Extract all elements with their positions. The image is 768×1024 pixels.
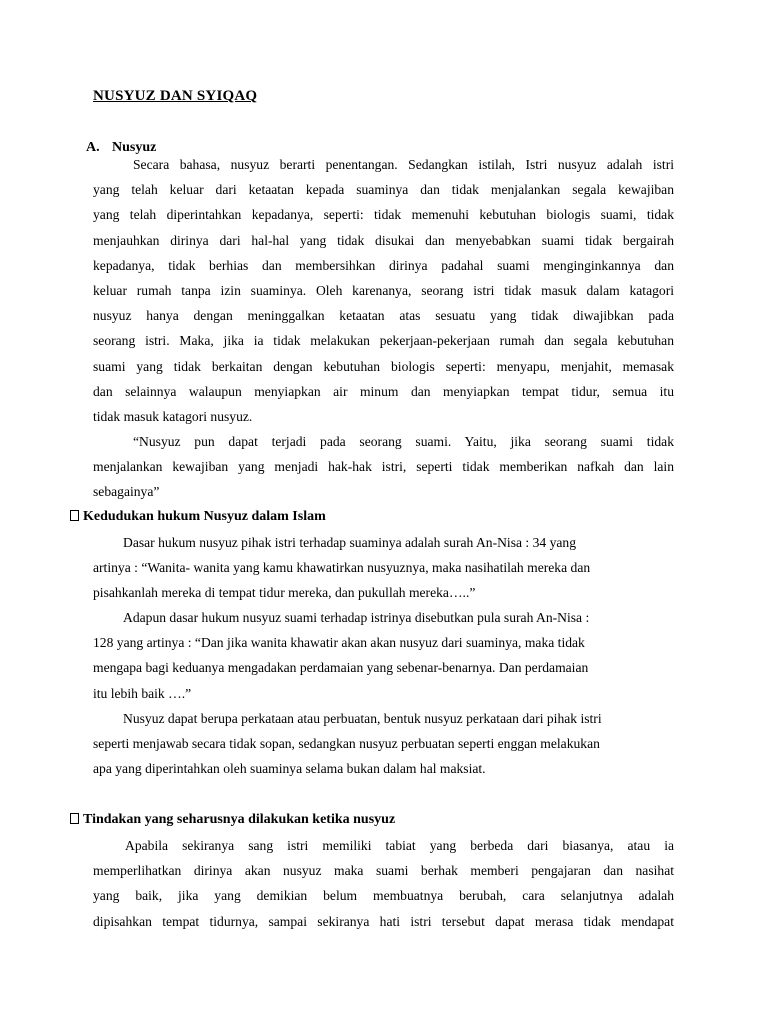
text-line: menjalankan kewajiban yang menjadi hak-hak istri, seperti tidak memberikan nafkah dan lain — [93, 459, 674, 475]
bullet-heading-label: Kedudukan hukum Nusyuz dalam Islam — [83, 509, 326, 524]
text-line: itu lebih baik ….” — [93, 685, 192, 701]
text-line: dipisahkan tempat tidurnya, sampai sekiranya hati istri tersebut dapat merasa tidak mendapat — [93, 913, 674, 929]
paragraph-nusyuz-definition — [93, 152, 674, 429]
bullet-heading-actions — [70, 812, 395, 828]
text-line: dan selainnya walaupun menyiapkan air minum dan menyiapkan tempat tidur, semua itu — [93, 383, 674, 399]
paragraph-actions — [93, 833, 674, 934]
text-line: keluar rumah tanpa izin suaminya. Oleh karenanya, seorang istri tidak masuk dalam katagori — [93, 282, 674, 298]
text-line: memperlihatkan dirinya akan nusyuz maka suami berhak memberi pengajaran dan nasihat — [93, 863, 674, 879]
paragraph-legal-basis-wife — [93, 530, 674, 606]
document-title: NUSYUZ DAN SYIQAQ — [93, 88, 258, 104]
text-line: pisahkanlah mereka di tempat tidur mereka, dan pukullah mereka…..” — [93, 585, 476, 601]
text-line: Apabila sekiranya sang istri memiliki tabiat yang berbeda dari biasanya, atau ia — [125, 838, 674, 853]
text-line: nusyuz hanya dengan meninggalkan ketaatan atas sesuatu yang tidak diwajibkan pada — [93, 308, 674, 324]
text-line: yang baik, jika yang demikian belum membuatnya berubah, cara selanjutnya adalah — [93, 888, 674, 904]
text-line: sebagainya” — [93, 484, 160, 500]
text-line: Adapun dasar hukum nusyuz suami terhadap istrinya disebutkan pula surah An-Nisa : — [123, 610, 590, 625]
missing-glyph-box-icon — [70, 813, 79, 824]
text-line: tidak masuk katagori nusyuz. — [93, 408, 253, 424]
section-a-number: A. — [86, 140, 100, 155]
paragraph-legal-basis-husband — [93, 605, 674, 706]
text-line: suami yang tidak berkaitan dengan kebutuhan biologis seperti: menyapu, menjahit, memasak — [93, 358, 674, 374]
text-line: artinya : “Wanita- wanita yang kamu khawatirkan nusyuznya, maka nasihatilah mereka dan — [93, 560, 591, 576]
section-a-label: Nusyuz — [112, 140, 157, 155]
text-line: kepadanya, tidak berhias dan membersihkan dirinya padahal suami menginginkannya dan — [93, 257, 674, 273]
paragraph-husband-nusyuz — [93, 429, 674, 505]
text-line: 128 yang artinya : “Dan jika wanita khawatir akan akan nusyuz dari suaminya, maka tidak — [93, 635, 585, 651]
missing-glyph-box-icon — [70, 510, 79, 521]
text-line: seorang istri. Maka, jika ia tidak melakukan pekerjaan-pekerjaan rumah dan segala kebutuhan — [93, 333, 674, 349]
text-line: Secara bahasa, nusyuz berarti penentangan. Sedangkan istilah, Istri nusyuz adalah istri — [133, 157, 674, 172]
text-line: mengapa bagi keduanya mengadakan perdamaian yang sebenar-benarnya. Dan perdamaian — [93, 660, 589, 676]
text-line: yang telah diperintahkan kepadanya, seperti: tidak memenuhi kebutuhan biologis suami, tidak — [93, 207, 674, 223]
text-line: Dasar hukum nusyuz pihak istri terhadap suaminya adalah surah An-Nisa : 34 yang — [123, 535, 577, 550]
text-line: menjauhkan dirinya dari hal-hal yang tidak disukai dan menyebabkan suami tidak bergairah — [93, 232, 674, 248]
bullet-heading-label: Tindakan yang seharusnya dilakukan ketika nusyuz — [83, 812, 396, 827]
text-line: “Nusyuz pun dapat terjadi pada seorang suami. Yaitu, jika seorang suami tidak — [133, 434, 674, 449]
text-line: seperti menjawab secara tidak sopan, sedangkan nusyuz perbuatan seperti enggan melakukan — [93, 736, 600, 752]
paragraph-forms-of-nusyuz — [93, 706, 674, 782]
bullet-heading-legal-status — [70, 509, 326, 525]
text-line: Nusyuz dapat berupa perkataan atau perbuatan, bentuk nusyuz perkataan dari pihak istri — [123, 711, 602, 726]
text-line: apa yang diperintahkan oleh suaminya selama bukan dalam hal maksiat. — [93, 761, 486, 777]
text-line: yang telah keluar dari ketaatan kepada suaminya dan tidak menjalankan segala kewajiban — [93, 182, 674, 198]
